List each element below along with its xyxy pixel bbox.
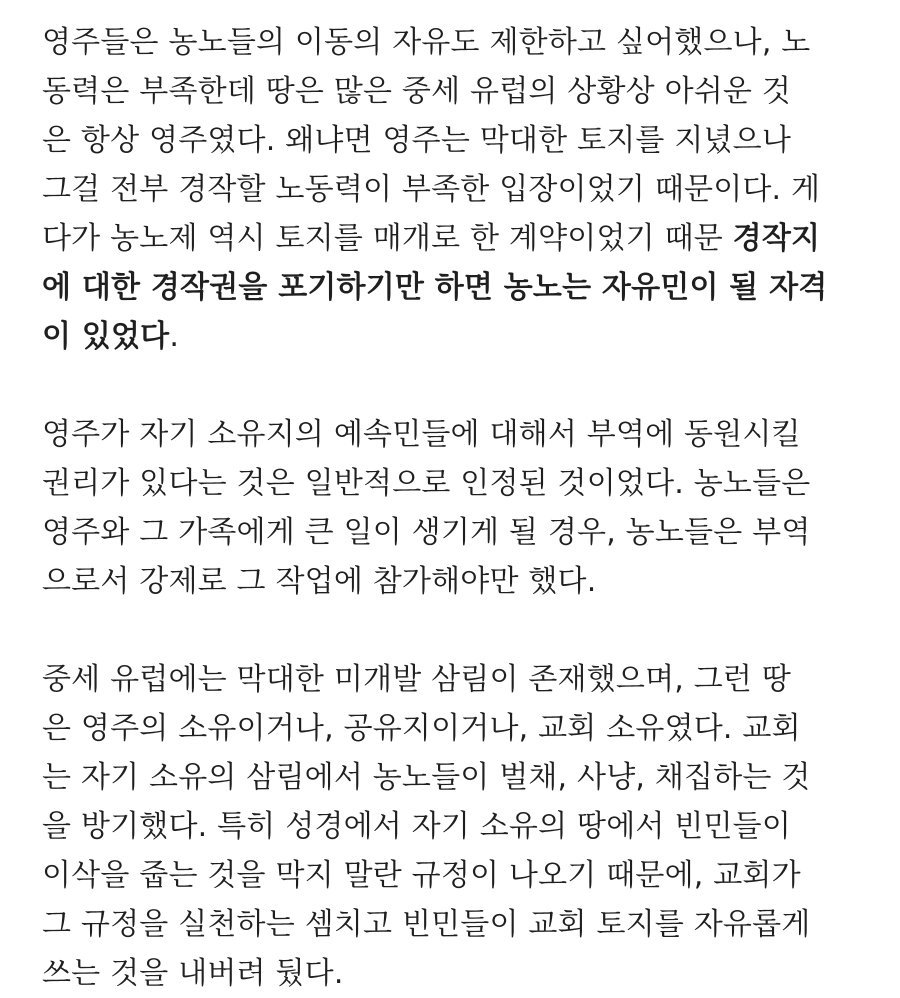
text-line [42,116,872,165]
text-segment: 쓰는 것을 내버려 뒀다. [42,956,344,991]
text-line [42,753,872,802]
text-line [42,18,872,67]
bold-text-segment: 경작지 [732,221,821,256]
text-segment: 권리가 있다는 것은 일반적으로 인정된 것이었다. 농노들은 [42,466,811,501]
text-line [42,704,872,753]
text-line [42,214,872,263]
text-segment: 다가 농노제 역시 토지를 매개로 한 계약이었기 때문 [42,221,733,256]
text-line [42,655,872,704]
text-line [42,557,872,606]
article-body [42,18,872,998]
bold-text-segment: 이 있었다 [42,319,170,354]
text-segment: 는 자기 소유의 삼림에서 농노들이 벌채, 사냥, 채집하는 것 [42,760,811,795]
text-segment: 으로서 강제로 그 작업에 참가해야만 했다. [42,564,597,599]
text-segment: 영주와 그 가족에게 큰 일이 생기게 될 경우, 농노들은 부역 [42,515,811,550]
text-segment: 그 규정을 실천하는 셈치고 빈민들이 교회 토지를 자유롭게 [42,907,811,942]
paragraph-corvee-labor [42,410,872,606]
text-segment: 은 영주의 소유이거나, 공유지이거나, 교회 소유였다. 교회 [42,711,801,746]
text-line [42,949,872,998]
text-segment: 동력은 부족한데 땅은 많은 중세 유럽의 상황상 아쉬운 것 [42,74,792,109]
paragraph-forest-usage [42,655,872,998]
text-segment: 중세 유럽에는 막대한 미개발 삼림이 존재했으며, 그런 땅 [42,662,792,697]
text-segment: 을 방기했다. 특히 성경에서 자기 소유의 땅에서 빈민들이 [42,809,792,844]
text-line [42,851,872,900]
text-segment: 영주들은 농노들의 이동의 자유도 제한하고 싶어했으나, 노 [42,25,811,60]
text-line [42,410,872,459]
text-line [42,459,872,508]
text-line [42,312,872,361]
text-segment: 그걸 전부 경작할 노동력이 부족한 입장이었기 때문이다. 게 [42,172,821,207]
paragraph-serf-mobility [42,18,872,361]
text-line [42,900,872,949]
text-line [42,802,872,851]
text-segment: 은 항상 영주였다. 왜냐면 영주는 막대한 토지를 지녔으나 [42,123,792,158]
text-segment: . [169,319,180,354]
text-segment: 영주가 자기 소유지의 예속민들에 대해서 부역에 동원시킬 [42,417,801,452]
bold-text-segment: 에 대한 경작권을 포기하기만 하면 농노는 자유민이 될 자격 [42,270,828,305]
text-line [42,263,872,312]
text-segment: 이삭을 줍는 것을 막지 말란 규정이 나오기 때문에, 교회가 [42,858,801,893]
text-line [42,508,872,557]
text-line [42,165,872,214]
text-line [42,67,872,116]
